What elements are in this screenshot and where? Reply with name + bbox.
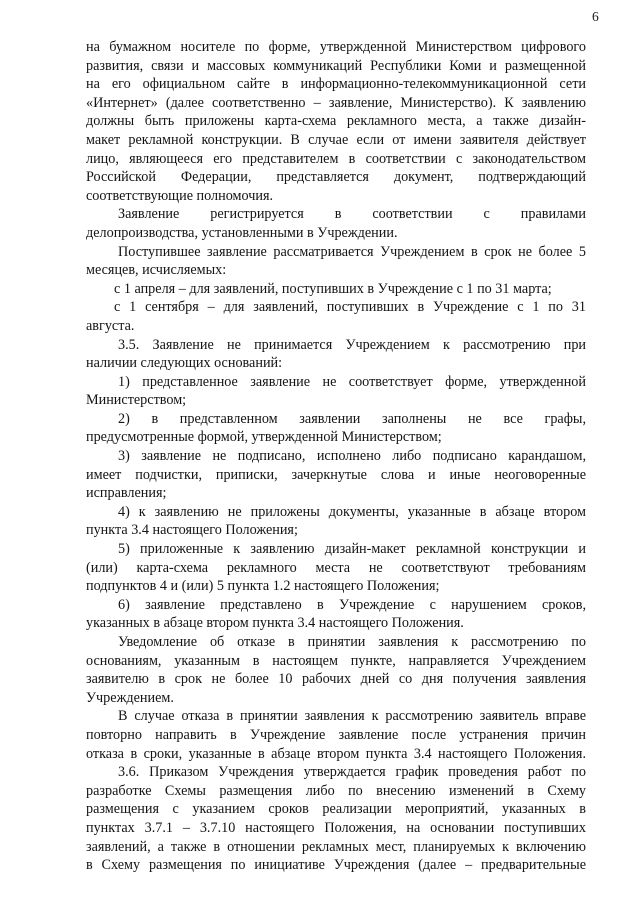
text-line: в Схему размещения по инициативе Учреждения (далее – предварительные (86, 857, 586, 874)
text-line: 5) приложенные к заявлению дизайн-макет рекламной конструкции и (118, 541, 586, 558)
text-line: 1) представленное заявление не соответствует форме, утвержденной (118, 373, 586, 390)
text-line: на его официальном сайте в информационно-телекоммуникационной сети (86, 76, 586, 93)
text-line: делопроизводства, установленными в Учреждении. (86, 224, 398, 241)
text-line: имеет подчистки, приписки, зачеркнутые слова и иные неоговоренные (86, 466, 586, 483)
text-line: на бумажном носителе по форме, утвержденной Министерством цифрового (86, 39, 586, 55)
text-line: «Интернет» (далее соответственно – заявление, Министерство). К заявлению (86, 94, 586, 111)
text-line: макет рекламной конструкции. В случае если от имени заявителя действует (86, 131, 586, 148)
text-line: исправления; (86, 485, 167, 502)
text-line: указанных в абзаце втором пункта 3.4 настоящего Положения. (86, 615, 464, 632)
text-line: развития, связи и массовых коммуникаций Республики Коми и размещенной (86, 57, 586, 74)
text-line: подпунктов 4 и (или) 5 пункта 1.2 настоящего Положения; (86, 578, 440, 595)
text-line: Учреждением. (86, 689, 174, 706)
text-line: пункта 3.4 настоящего Положения; (86, 522, 298, 539)
text-line: с 1 апреля – для заявлений, поступивших в Учреждение с 1 по 31 марта; (114, 280, 552, 297)
text-line: Министерством; (86, 392, 187, 409)
text-line: 3.6. Приказом Учреждения утверждается график проведения работ по (118, 764, 586, 781)
text-line: В случае отказа в принятии заявления к рассмотрению заявитель вправе (118, 708, 586, 725)
text-line: Заявление регистрируется в соответствии с правилами (118, 206, 586, 223)
text-line: 3.5. Заявление не принимается Учреждением к рассмотрению при (118, 336, 586, 353)
text-line: предусмотренные формой, утвержденной Министерством; (86, 429, 442, 446)
text-line: наличии следующих оснований: (86, 355, 283, 372)
text-line: повторно направить в Учреждение заявление после устранения причин (86, 726, 586, 743)
text-line: Уведомление об отказе в принятии заявления к рассмотрению по (118, 634, 586, 650)
text-line: с 1 сентября – для заявлений, поступивших в Учреждение с 1 по 31 (114, 299, 586, 316)
text-line: месяцев, исчисляемых: (86, 262, 227, 279)
text-line: Российской Федерации, представляется документ, подтверждающий (86, 169, 586, 186)
text-line: 3) заявление не подписано, исполнено либо подписано карандашом, (118, 448, 586, 465)
text-line: разработке Схемы размещения либо по внесению изменений в Схему (86, 782, 586, 799)
text-line: отказа в сроки, указанные в абзаце втором пункта 3.4 настоящего Положения. (86, 745, 586, 762)
text-line: Поступившее заявление рассматривается Учреждением в срок не более 5 (118, 243, 586, 260)
page-number: 6 (592, 9, 599, 24)
text-line: 6) заявление представлено в Учреждение с нарушением сроков, (118, 596, 586, 613)
text-line: соответствующие полномочия. (86, 187, 274, 204)
text-line: (или) карта-схема рекламного места не соответствуют требованиям (86, 559, 586, 576)
text-line: лицо, являющееся его представителем в соответствии с законодательством (86, 150, 586, 167)
text-line: 4) к заявлению не приложены документы, указанные в абзаце втором (118, 503, 586, 520)
text-line: заявителю в срок не более 10 рабочих дней со дня получения заявления (86, 671, 586, 688)
text-line: августа. (86, 317, 135, 334)
text-line: 2) в представленном заявлении заполнены не все графы, (118, 410, 586, 427)
text-line: основаниям, указанным в настоящем пункте, направляется Учреждением (86, 652, 586, 669)
text-line: пунктах 3.7.1 – 3.7.10 настоящего Положения, на основании поступивших (86, 819, 586, 836)
text-line: должны быть приложены карта-схема рекламного места, а также дизайн- (86, 113, 586, 130)
text-line: заявлений, а также в отношении рекламных мест, планируемых к включению (86, 838, 586, 855)
document-body (86, 38, 586, 875)
text-line: размещения с указанием сроков реализации мероприятий, указанных в (86, 801, 586, 818)
